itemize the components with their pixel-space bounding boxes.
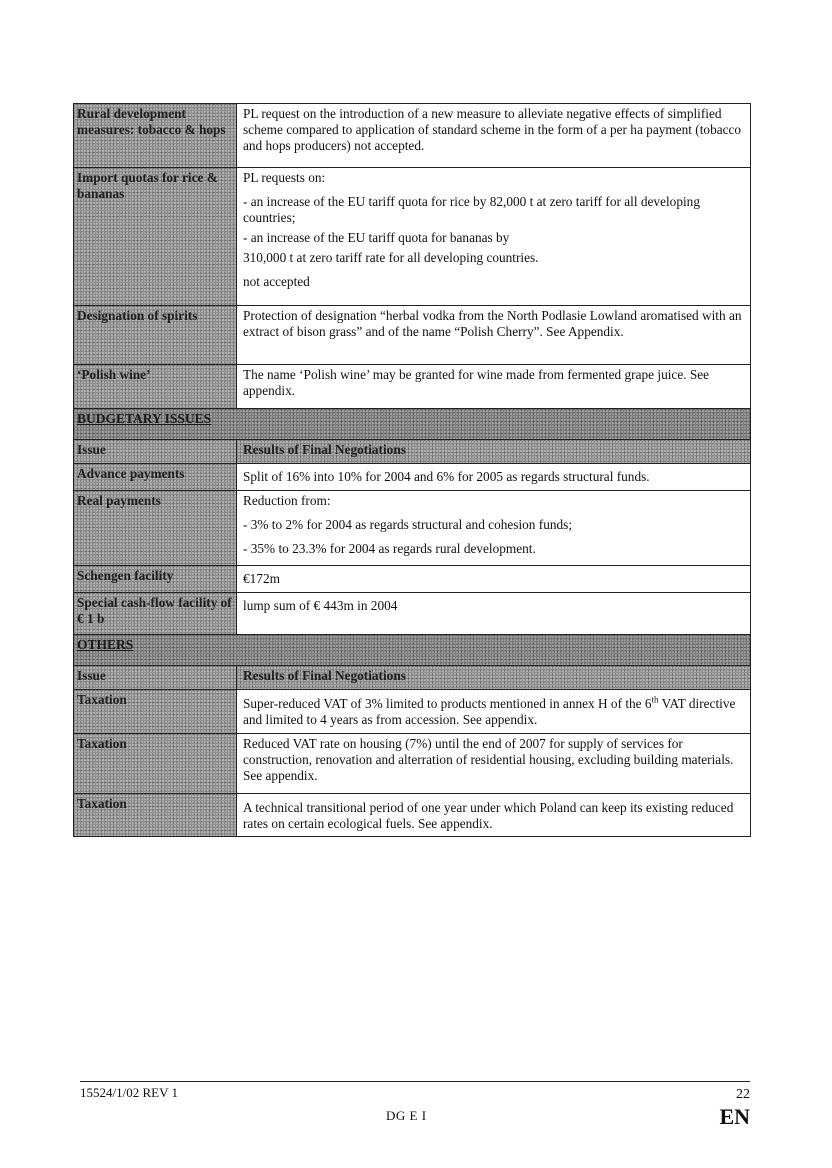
text-part: Super-reduced VAT of 3% limited to products mentioned in annex H of the 6 [243,696,652,711]
row-text [237,168,751,306]
row-label: Designation of spirits [74,306,237,365]
row-text [237,690,751,734]
paragraph: Protection of designation “herbal vodka from the North Podlasie Lowland aromatised with an extract of bison grass” and of the name “Polish Cherry”. See Appendix. [243,308,742,339]
table-row [74,365,751,409]
paragraph: lump sum of € 443m in 2004 [243,598,398,613]
row-text [237,306,751,365]
row-label: ‘Polish wine’ [74,365,237,409]
section-heading-budgetary: BUDGETARY ISSUES [74,409,751,440]
text-part: VAT directive and limited to 4 years as from accession. See appendix. [243,696,736,727]
row-text [237,491,751,566]
column-header-issue: Issue [74,666,237,690]
column-header-row [74,666,751,690]
row-text [237,464,751,491]
paragraph: not accepted [243,274,310,289]
section-heading-row [74,635,751,666]
row-label: Special cash-flow facility of € 1 b [74,593,237,635]
table-row [74,464,751,491]
paragraph: PL request on the introduction of a new measure to alleviate negative effects of simplified scheme compared to application of standard scheme in the form of a per ha payment (tobacco and hops producers) not accepted. [243,106,742,153]
paragraph: - 3% to 2% for 2004 as regards structural and cohesion funds; [243,517,573,532]
section-heading-others: OTHERS [74,635,751,666]
table-row [74,566,751,593]
row-label: Taxation [74,734,237,794]
superscript: th [651,694,659,705]
footer-divider [80,1081,750,1082]
table-row [74,306,751,365]
row-label: Taxation [74,690,237,734]
paragraph: The name ‘Polish wine’ may be granted for wine made from fermented grape juice. See appendix. [243,367,710,398]
paragraph [243,696,745,728]
paragraph: - 35% to 23.3% for 2004 as regards rural development. [243,541,536,556]
row-text [237,794,751,837]
table-row [74,734,751,794]
column-header-results: Results of Final Negotiations [237,440,751,464]
row-label: Advance payments [74,464,237,491]
table-row [74,168,751,306]
paragraph: - an increase of the EU tariff quota for rice by 82,000 t at zero tariff for all developing countries; [243,194,700,225]
paragraph: 310,000 t at zero tariff rate for all developing countries. [243,250,539,265]
row-text [237,734,751,794]
column-header-results: Results of Final Negotiations [237,666,751,690]
row-label: Import quotas for rice & bananas [74,168,237,306]
row-label: Schengen facility [74,566,237,593]
language-code: EN [719,1104,750,1129]
table-row [74,690,751,734]
table-row [74,491,751,566]
row-text [237,104,751,168]
row-label: Rural development measures: tobacco & hops [74,104,237,168]
row-text [237,365,751,409]
paragraph: PL requests on: [243,170,326,185]
negotiations-table [73,103,751,837]
row-text [237,566,751,593]
row-label: Real payments [74,491,237,566]
directorate-label: DG E I [386,1108,427,1123]
paragraph: Split of 16% into 10% for 2004 and 6% for 2005 as regards structural funds. [243,469,650,484]
column-header-row [74,440,751,464]
row-text [237,593,751,635]
table-row [74,593,751,635]
paragraph: €172m [243,571,280,586]
table-row [74,104,751,168]
paragraph: A technical transitional period of one year under which Poland can keep its existing reduced rates on certain ecological fuels. See appendix. [243,800,734,831]
paragraph: Reduced VAT rate on housing (7%) until the end of 2007 for supply of services for construction, renovation and alterration of residential housing, excluding building materials. See appendix. [243,736,734,783]
paragraph: Reduction from: [243,493,331,508]
page-number: 22 [736,1087,750,1102]
table-row [74,794,751,837]
column-header-issue: Issue [74,440,237,464]
paragraph: - an increase of the EU tariff quota for bananas by [243,230,510,245]
document-id: 15524/1/02 REV 1 [80,1085,178,1100]
section-heading-row [74,409,751,440]
row-label: Taxation [74,794,237,837]
